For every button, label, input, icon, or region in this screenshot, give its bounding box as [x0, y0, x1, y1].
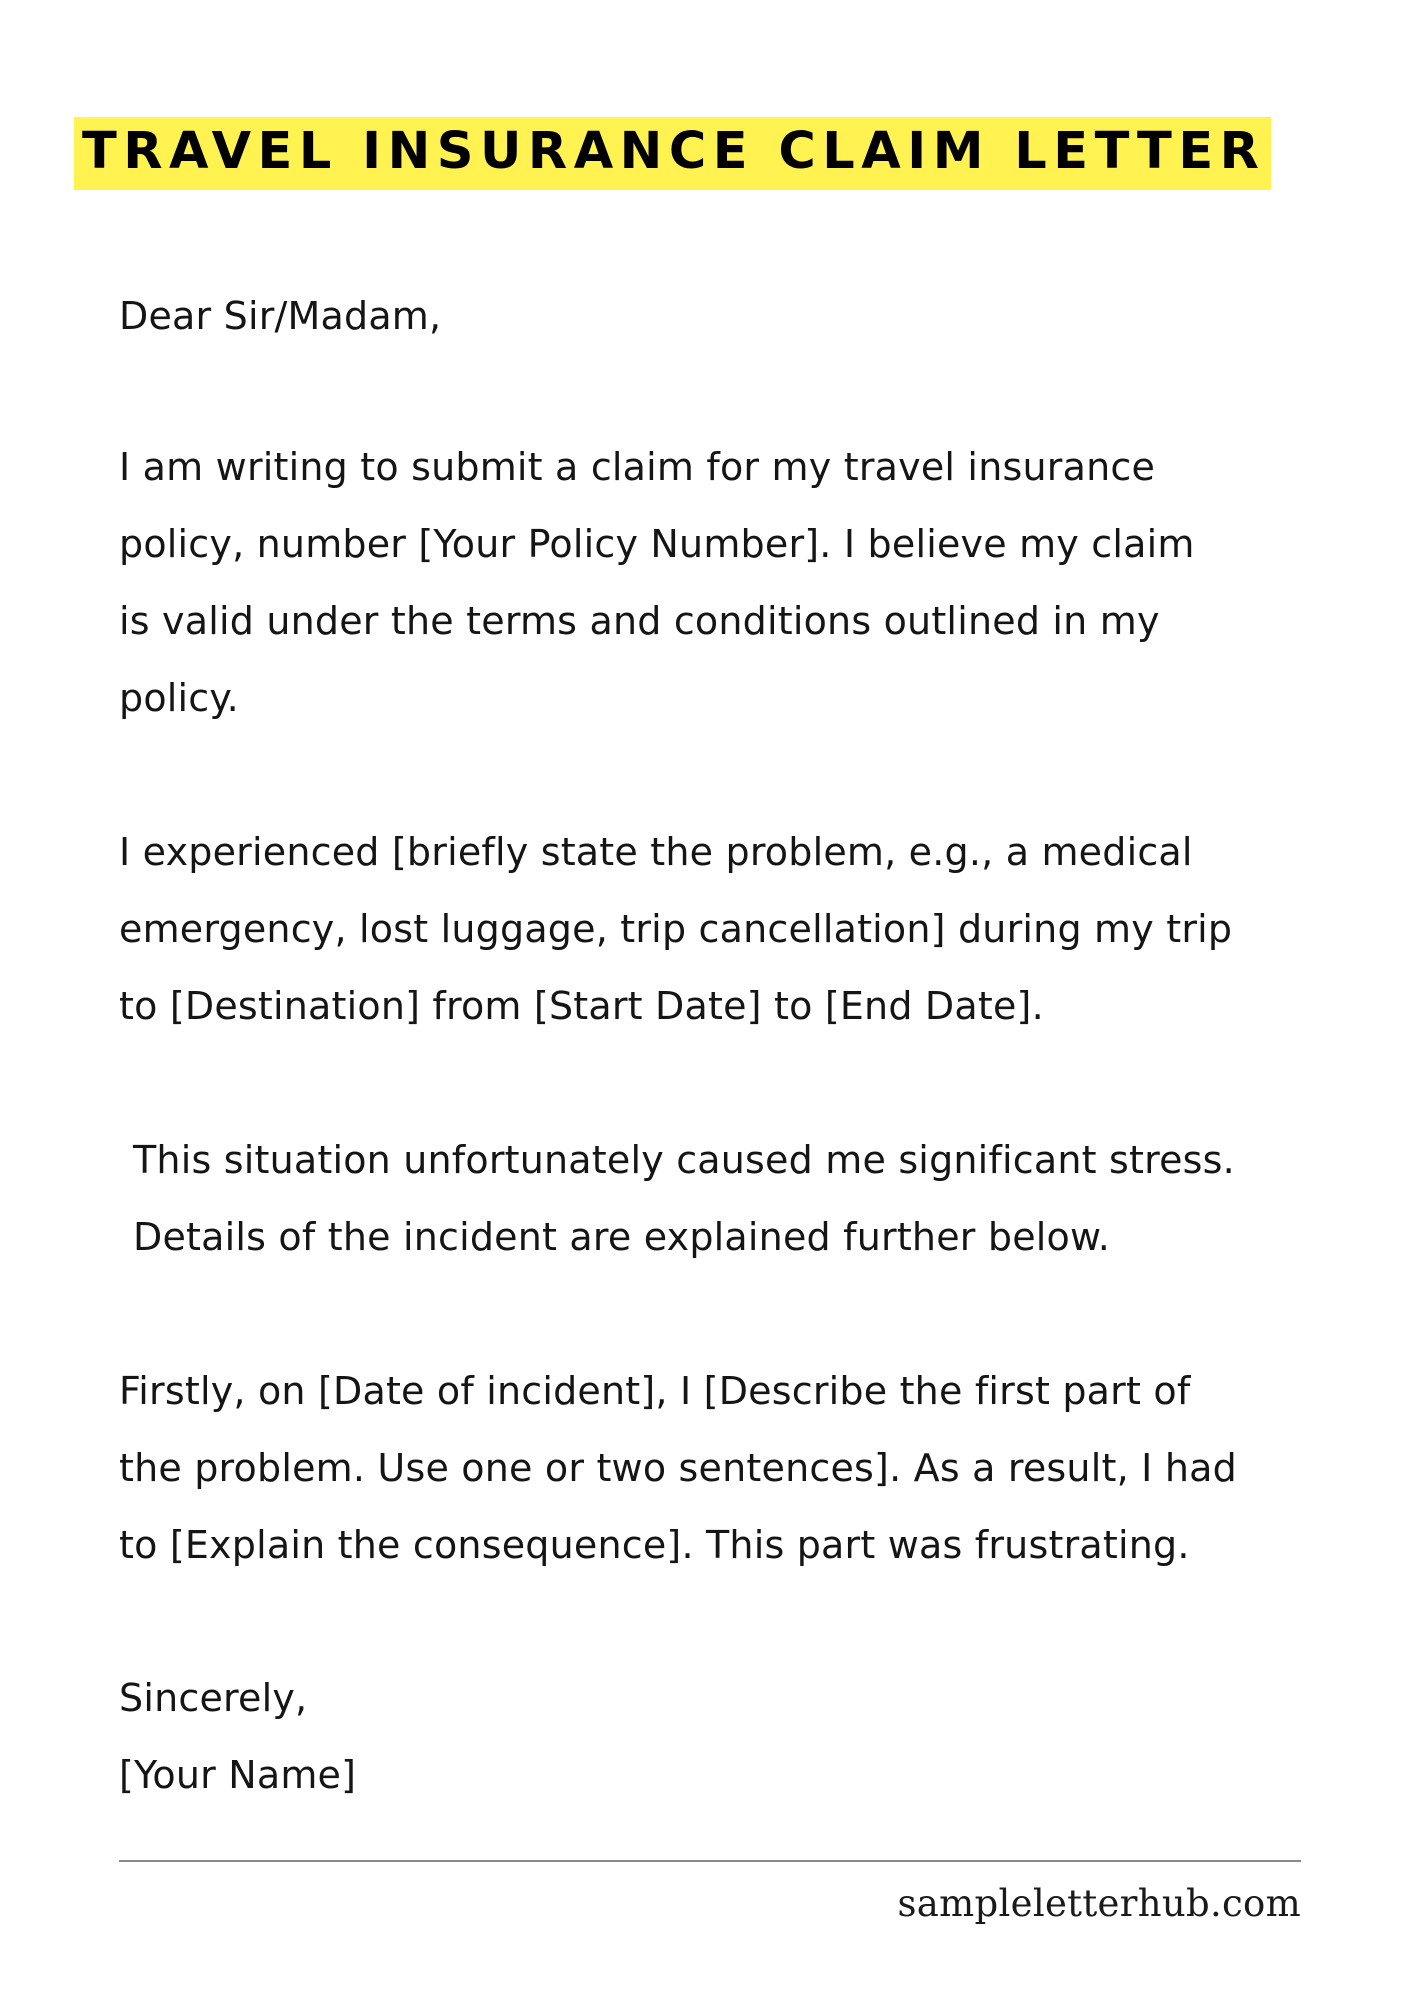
- greeting: [119, 278, 1359, 355]
- paragraph-line: I am writing to submit a claim for my travel insurance: [119, 445, 1156, 489]
- closing-block: [119, 1660, 1359, 1814]
- paragraph-line: emergency, lost luggage, trip cancellation] during my trip: [119, 907, 1233, 951]
- paragraph-line: Firstly, on [Date of incident], I [Describe the first part of: [119, 1369, 1191, 1413]
- paragraph-line: to [Explain the consequence]. This part was frustrating.: [119, 1523, 1190, 1567]
- paragraph-line: policy.: [119, 676, 239, 720]
- paragraph-line: I experienced [briefly state the problem, e.g., a medical: [119, 830, 1193, 874]
- closing-line: Sincerely,: [119, 1676, 308, 1720]
- paragraph-line: policy, number [Your Policy Number]. I believe my claim: [119, 522, 1195, 566]
- letter-title: TRAVEL INSURANCE CLAIM LETTER: [74, 117, 1271, 190]
- paragraph-3: [119, 1122, 1359, 1276]
- signature-placeholder: [Your Name]: [119, 1753, 357, 1797]
- title-block: [74, 117, 1271, 190]
- paragraph-2: [119, 814, 1359, 1045]
- paragraph-line: This situation unfortunately caused me significant stress.: [133, 1138, 1235, 1182]
- greeting-line: Dear Sir/Madam,: [119, 294, 442, 338]
- paragraph-1: [119, 429, 1359, 737]
- paragraph-4: [119, 1353, 1359, 1584]
- footer-divider: [119, 1860, 1301, 1862]
- paragraph-line: to [Destination] from [Start Date] to [End Date].: [119, 984, 1044, 1028]
- paragraph-line: Details of the incident are explained further below.: [133, 1215, 1111, 1259]
- paragraph-line: the problem. Use one or two sentences]. As a result, I had: [119, 1446, 1237, 1490]
- footer-website: sampleletterhub.com: [897, 1882, 1301, 1925]
- paragraph-line: is valid under the terms and conditions outlined in my: [119, 599, 1160, 643]
